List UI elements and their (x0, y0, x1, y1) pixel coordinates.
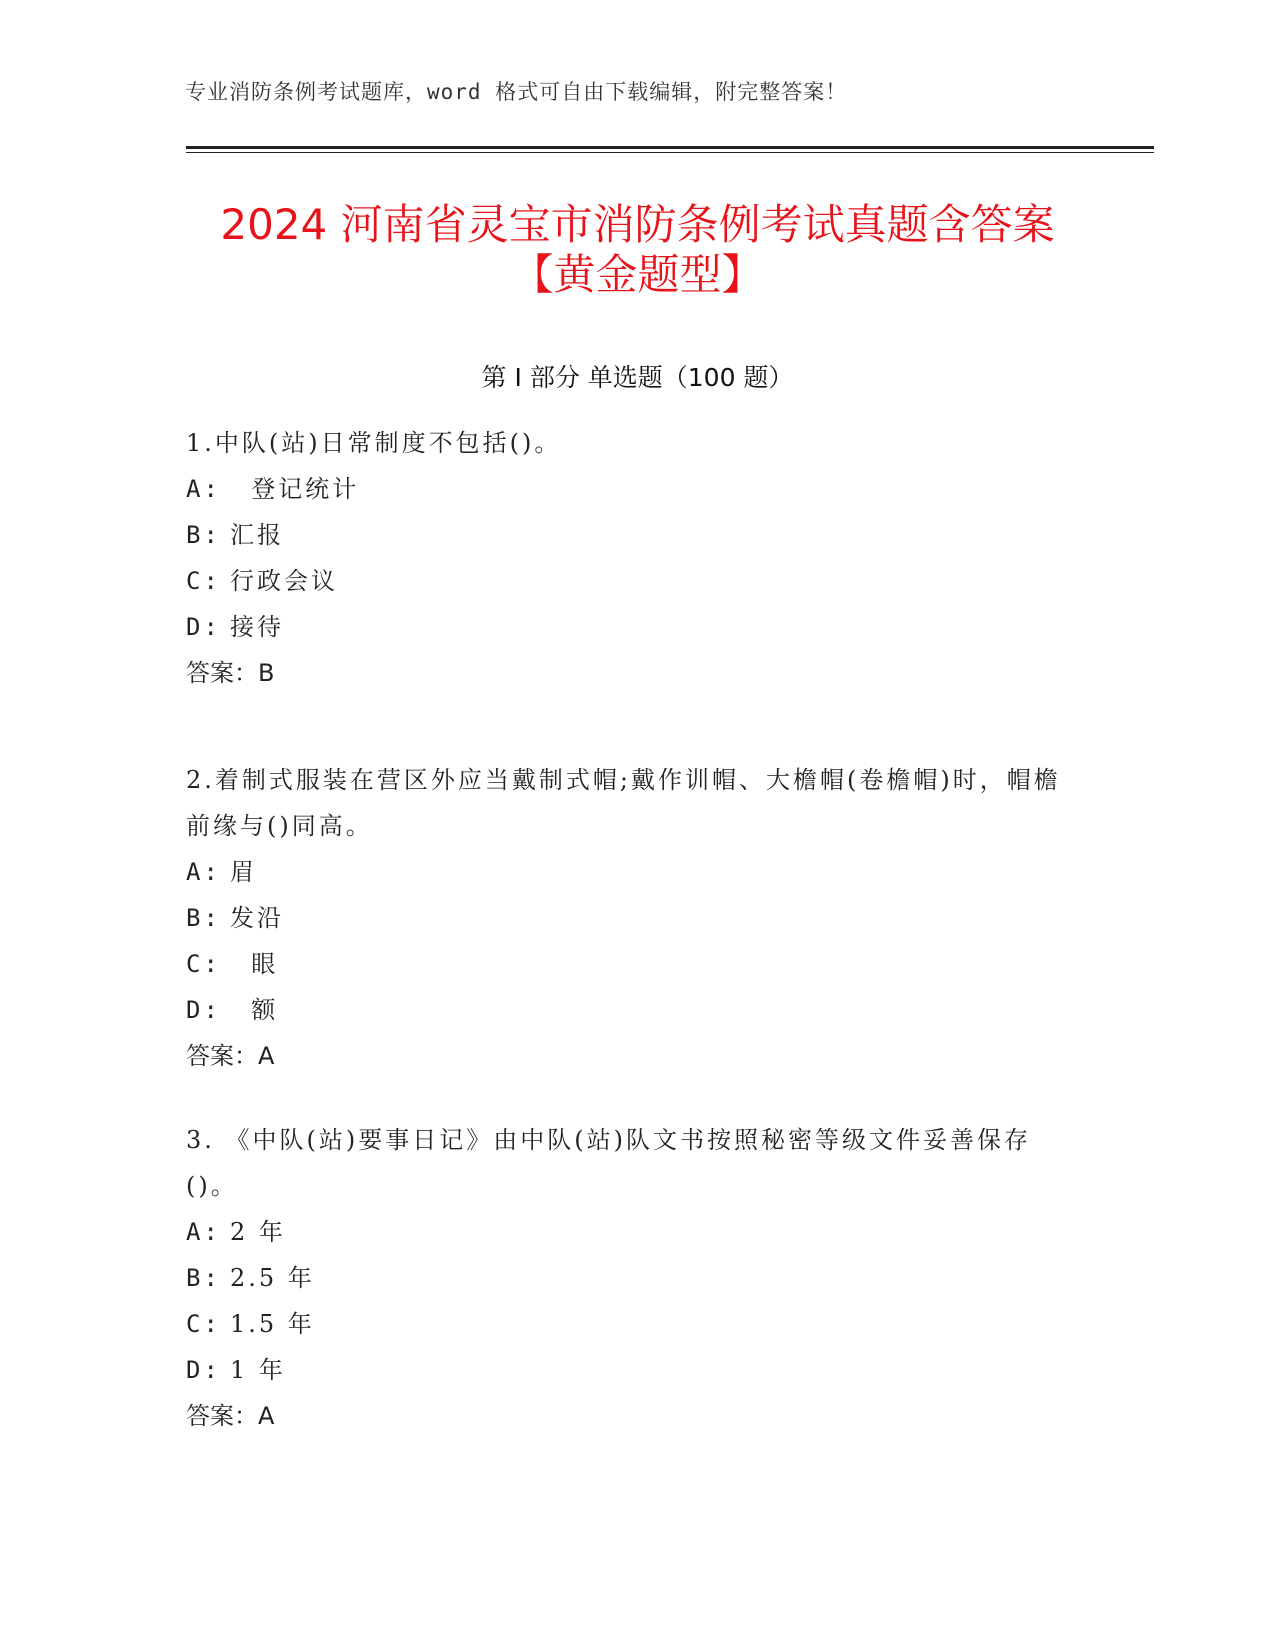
option-key: A: (186, 475, 221, 503)
option-c (186, 1301, 1066, 1347)
option-key: A: (186, 1218, 221, 1246)
option-key: D: (186, 613, 221, 641)
answer-line (186, 1033, 1066, 1079)
question-stem: 3. 《中队(站)要事日记》由中队(站)队文书按照秘密等级文件妥善保存()。 (186, 1126, 1031, 1200)
option-a (186, 849, 1066, 895)
answer-line (186, 1393, 1066, 1439)
option-b (186, 512, 1086, 558)
question-stem: 2.着制式服装在营区外应当戴制式帽;戴作训帽、大檐帽(卷檐帽)时，帽檐前缘与()同高。 (186, 766, 1061, 840)
option-key: C: (186, 950, 221, 978)
section-heading: 第 I 部分 单选题（100 题） (481, 363, 794, 392)
option-text: 行政会议 (230, 567, 338, 595)
option-key: B: (186, 1264, 221, 1292)
option-text: 2 年 (230, 1218, 286, 1246)
option-text: 汇报 (230, 521, 284, 549)
answer-label: 答案： (186, 1402, 258, 1430)
option-a (186, 1209, 1066, 1255)
option-key: A: (186, 858, 221, 886)
option-b (186, 1255, 1066, 1301)
question-2 (186, 757, 1066, 1079)
question-stem: 1.中队(站)日常制度不包括()。 (186, 429, 562, 457)
answer-value: A (258, 1042, 275, 1070)
option-text: 发沿 (230, 904, 284, 932)
answer-label: 答案： (186, 1042, 258, 1070)
answer-label: 答案： (186, 659, 258, 687)
document-title (140, 200, 1135, 300)
question-1 (186, 420, 1086, 696)
header-rule-thick (186, 146, 1154, 149)
question-3 (186, 1117, 1066, 1439)
header-note: 专业消防条例考试题库，word 格式可自由下载编辑，附完整答案！ (185, 80, 848, 104)
option-key: D: (186, 1356, 221, 1384)
option-text: 眼 (230, 950, 279, 978)
option-key: B: (186, 521, 221, 549)
document-title-line-2: 【黄金题型】 (511, 250, 764, 299)
option-a (186, 466, 1086, 512)
option-d (186, 1347, 1066, 1393)
header-rule-thin (186, 152, 1154, 153)
document-title-line-1: 2024 河南省灵宝市消防条例考试真题含答案 (220, 200, 1055, 249)
option-key: D: (186, 996, 221, 1024)
option-text: 2.5 年 (230, 1264, 315, 1292)
option-text: 眉 (230, 858, 257, 886)
option-c (186, 941, 1066, 987)
option-key: C: (186, 1310, 221, 1338)
option-text: 登记统计 (230, 475, 360, 503)
option-text: 接待 (230, 613, 284, 641)
option-c (186, 558, 1086, 604)
option-text: 1 年 (230, 1356, 286, 1384)
answer-line (186, 650, 1086, 696)
option-key: B: (186, 904, 221, 932)
option-text: 额 (230, 996, 279, 1024)
option-d (186, 604, 1086, 650)
option-b (186, 895, 1066, 941)
answer-value: A (258, 1402, 275, 1430)
option-d (186, 987, 1066, 1033)
answer-value: B (258, 659, 275, 687)
option-key: C: (186, 567, 221, 595)
option-text: 1.5 年 (230, 1310, 315, 1338)
